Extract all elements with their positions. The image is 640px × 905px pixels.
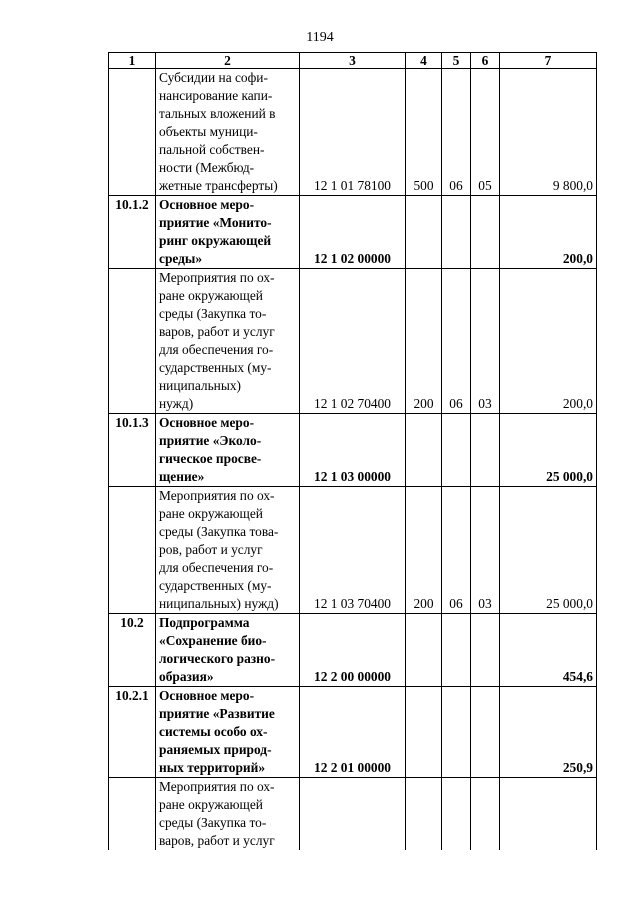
table-row <box>109 687 597 778</box>
row-code: 12 1 02 00000 <box>300 196 406 269</box>
row-col4: 200 <box>406 487 442 614</box>
row-col6: 05 <box>471 69 500 196</box>
row-number: 10.1.3 <box>109 414 156 487</box>
header-cell-3: 3 <box>300 53 406 69</box>
row-amount: 454,6 <box>500 614 597 687</box>
row-col5 <box>442 414 471 487</box>
budget-table <box>108 52 597 850</box>
row-col4 <box>406 687 442 778</box>
table-row <box>109 487 597 614</box>
table-row <box>109 196 597 269</box>
header-row <box>109 53 597 69</box>
row-amount <box>500 778 597 851</box>
row-code: 12 1 01 78100 <box>300 69 406 196</box>
row-number: 10.2 <box>109 614 156 687</box>
row-amount: 250,9 <box>500 687 597 778</box>
row-col6 <box>471 196 500 269</box>
row-col5 <box>442 196 471 269</box>
row-col4 <box>406 414 442 487</box>
row-amount: 25 000,0 <box>500 414 597 487</box>
row-name: Мероприятия по ох- ране окружающей среды (Закупка то- варов, работ и услуг <box>156 778 300 851</box>
row-name: Подпрограмма «Сохранение био- логического разно- образия» <box>156 614 300 687</box>
table-row <box>109 269 597 414</box>
row-col5 <box>442 778 471 851</box>
row-name: Основное меро- приятие «Развитие системы особо ох- раняемых природ- ных территорий» <box>156 687 300 778</box>
header-cell-6: 6 <box>471 53 500 69</box>
table-row <box>109 778 597 851</box>
row-number <box>109 69 156 196</box>
row-name: Основное меро- приятие «Монито- ринг окружающей среды» <box>156 196 300 269</box>
row-col4: 200 <box>406 269 442 414</box>
row-col4 <box>406 614 442 687</box>
row-col6 <box>471 614 500 687</box>
header-cell-4: 4 <box>406 53 442 69</box>
row-col6: 03 <box>471 269 500 414</box>
row-code: 12 2 00 00000 <box>300 614 406 687</box>
table-row <box>109 414 597 487</box>
row-col5 <box>442 614 471 687</box>
row-col5 <box>442 687 471 778</box>
row-col5: 06 <box>442 269 471 414</box>
row-number: 10.2.1 <box>109 687 156 778</box>
row-number: 10.1.2 <box>109 196 156 269</box>
row-code: 12 2 01 00000 <box>300 687 406 778</box>
row-col6 <box>471 687 500 778</box>
row-number <box>109 269 156 414</box>
header-cell-1: 1 <box>109 53 156 69</box>
row-number <box>109 487 156 614</box>
row-number <box>109 778 156 851</box>
row-col4 <box>406 778 442 851</box>
row-name: Мероприятия по ох- ране окружающей среды (Закупка то- варов, работ и услуг для обеспечения го- сударственных (му- ниципальных) нужд) <box>156 269 300 414</box>
row-amount: 200,0 <box>500 196 597 269</box>
row-col5: 06 <box>442 487 471 614</box>
header-cell-7: 7 <box>500 53 597 69</box>
row-code: 12 1 03 00000 <box>300 414 406 487</box>
header-cell-5: 5 <box>442 53 471 69</box>
row-code: 12 1 02 70400 <box>300 269 406 414</box>
table-row <box>109 614 597 687</box>
header-cell-2: 2 <box>156 53 300 69</box>
row-col4: 500 <box>406 69 442 196</box>
page-number: 1194 <box>306 30 334 45</box>
table-row <box>109 69 597 196</box>
row-name: Мероприятия по ох- ране окружающей среды (Закупка това- ров, работ и услуг для обеспечения го- сударственных (му- ниципальных) нужд) <box>156 487 300 614</box>
row-col6: 03 <box>471 487 500 614</box>
row-code: 12 1 03 70400 <box>300 487 406 614</box>
row-col4 <box>406 196 442 269</box>
row-col6 <box>471 414 500 487</box>
row-col5: 06 <box>442 69 471 196</box>
row-name: Основное меро- приятие «Эколо- гическое просве- щение» <box>156 414 300 487</box>
row-name: Субсидии на софи- нансирование капи- тальных вложений в объекты муници- пальной собствен- ности (Межбюд- жетные трансферты) <box>156 69 300 196</box>
row-code <box>300 778 406 851</box>
row-amount: 9 800,0 <box>500 69 597 196</box>
row-col6 <box>471 778 500 851</box>
row-amount: 200,0 <box>500 269 597 414</box>
row-amount: 25 000,0 <box>500 487 597 614</box>
